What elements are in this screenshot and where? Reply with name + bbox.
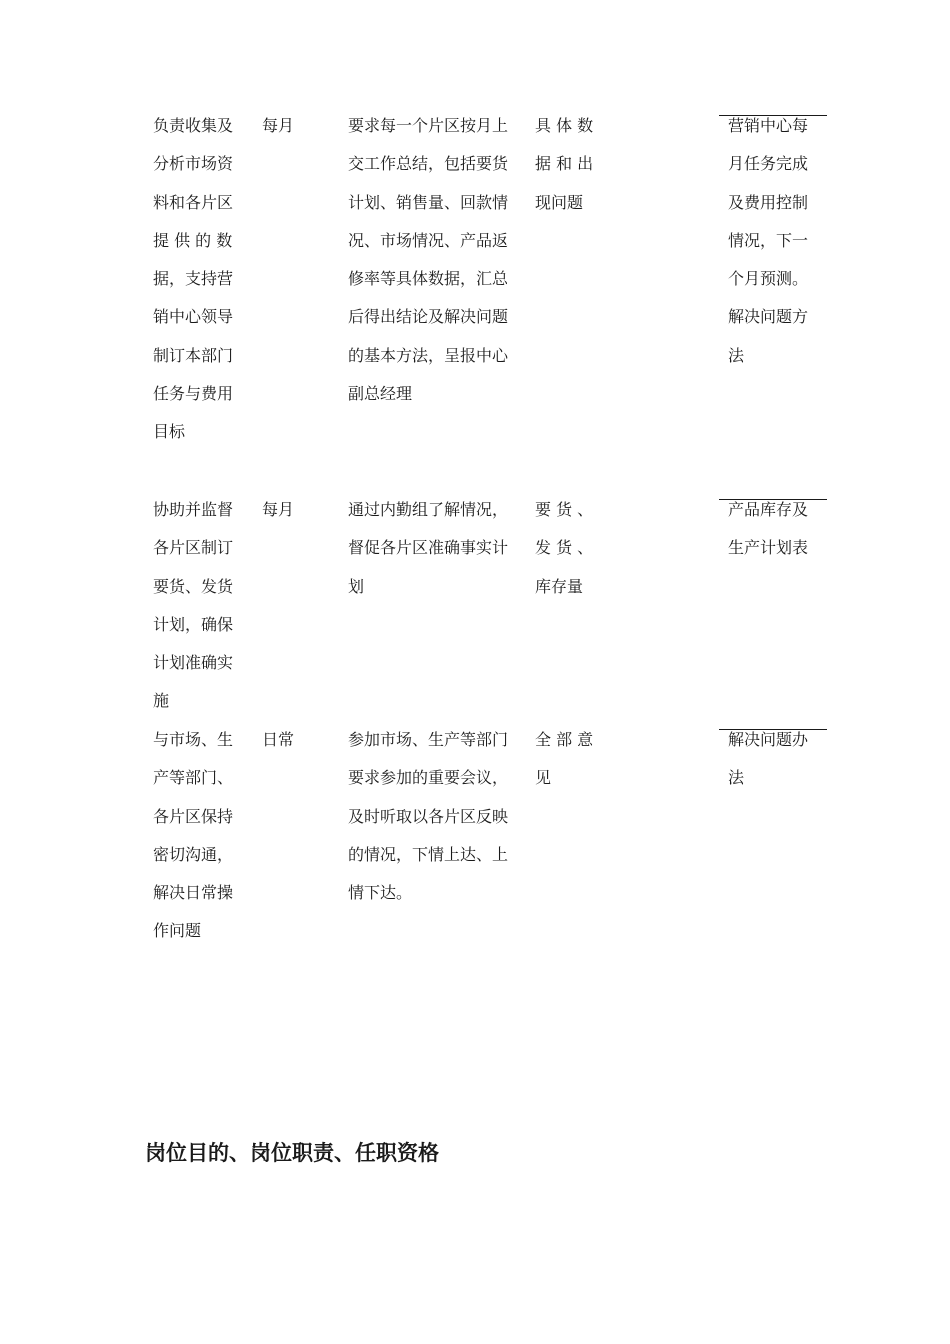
method-cell: 参加市场、生产等部门 要求参加的重要会议， 及时听取以各片区反映 的情况，下情上达、上 情下达。 [348,730,509,903]
duty-cell: 协助并监督 各片区制订 要货、发货 计划，确保 计划准确实 施 [153,500,234,711]
frequency-cell: 每月 [262,500,295,519]
frequency-cell: 日常 [262,730,295,749]
output-cell: 营销中心每 月任务完成 及费用控制 情况，下一 个月预测。 解决问题方 法 [728,116,809,365]
method-cell: 通过内勤组了解情况， 督促各片区准确事实计 划 [348,500,509,596]
input-cell: 全 部 意 见 [535,730,594,788]
input-cell: 要 货 、 发 货 、 库存量 [535,500,594,596]
duty-cell: 负责收集及 分析市场资 料和各片区 提 供 的 数 据，支持营 销中心领导 制订本部门 任务与费用 目标 [153,116,234,442]
frequency-cell: 每月 [262,116,295,135]
output-cell: 产品库存及 生产计划表 [728,500,809,558]
duty-cell: 与市场、生 产等部门、 各片区保持 密切沟通， 解决日常操 作问题 [153,730,234,941]
method-cell: 要求每一个片区按月上 交工作总结，包括要货 计划、销售量、回款情 况、市场情况、产品返 修率等具体数据，汇总 后得出结论及解决问题 的基本方法，呈报中心 副总经理 [348,116,509,404]
input-cell: 具 体 数 据 和 出 现问题 [535,116,594,212]
section-heading: 岗位目的、岗位职责、任职资格 [145,1140,439,1165]
output-cell: 解决问题办 法 [728,730,809,788]
